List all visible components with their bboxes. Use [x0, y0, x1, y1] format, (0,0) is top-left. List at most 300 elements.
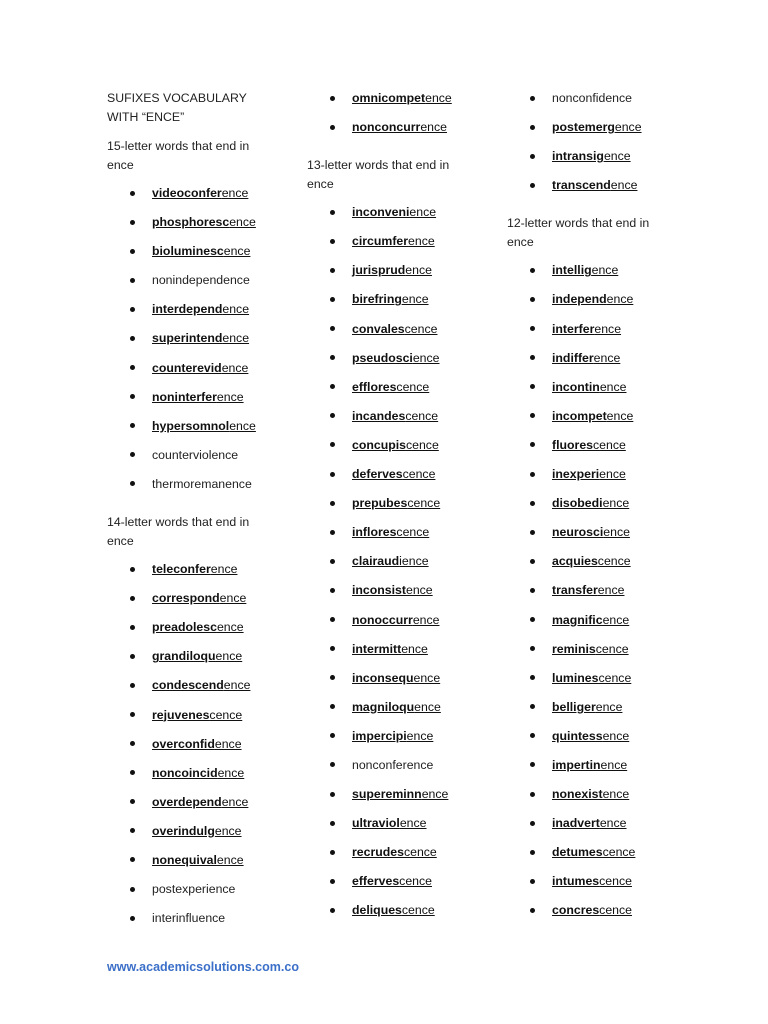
list-item — [507, 785, 677, 814]
word — [352, 409, 438, 423]
list-item — [307, 407, 477, 436]
word-stem: jurisprud — [352, 263, 406, 278]
list-item — [307, 756, 477, 785]
word-stem: overindulg — [152, 823, 215, 838]
word-suffix: cence — [599, 874, 632, 889]
word — [552, 178, 637, 192]
word-suffix: ence — [425, 91, 452, 105]
list-item — [107, 676, 277, 705]
word — [152, 620, 244, 634]
word — [352, 613, 439, 627]
word-stem: impercipi — [352, 728, 407, 743]
page-title: SUFIXES VOCABULARY WITH “ENCE” — [107, 91, 247, 124]
word — [352, 467, 435, 481]
word-stem: impertin — [552, 757, 601, 772]
word-stem: indiffer — [552, 350, 594, 365]
word-stem: omnicompet — [352, 91, 426, 105]
word-stem: preadolesc — [152, 620, 217, 635]
word-suffix: ence — [600, 757, 628, 772]
word — [552, 874, 632, 888]
word — [552, 351, 620, 365]
list-item — [507, 436, 677, 465]
word-suffix: cence — [399, 874, 432, 889]
word — [352, 120, 447, 134]
list-item — [307, 290, 477, 319]
word-stem: magnific — [552, 612, 603, 627]
word — [152, 649, 242, 663]
word-suffix: ence — [414, 699, 441, 714]
word-suffix: ence — [229, 215, 256, 230]
list-item — [107, 271, 277, 300]
word-suffix: ence — [412, 350, 440, 365]
word — [352, 322, 437, 336]
word — [552, 671, 631, 685]
word — [352, 787, 448, 801]
section-heading-12-letter: 12-letter words that end in ence — [507, 216, 650, 250]
list-item — [507, 349, 677, 378]
word-suffix: ence — [405, 583, 433, 598]
list-item — [107, 300, 277, 329]
word-suffix: ence — [221, 186, 249, 200]
word-stem: efflores — [352, 379, 397, 394]
list-item — [107, 184, 277, 213]
word-suffix: ence — [222, 302, 250, 317]
word-suffix: ence — [217, 765, 245, 780]
word — [552, 758, 627, 772]
list-item — [307, 581, 477, 610]
word-stem: supereminn — [352, 787, 422, 802]
word-suffix: cence — [599, 903, 632, 918]
section-heading-14-letter: 14-letter words that end in ence — [107, 515, 250, 549]
list-item — [507, 698, 677, 727]
word — [552, 409, 633, 423]
word-suffix: ence — [214, 823, 242, 838]
list-item — [507, 727, 677, 756]
word-stem: lumines — [552, 670, 599, 685]
word — [352, 234, 435, 248]
word — [352, 700, 441, 714]
word-stem: incandes — [352, 408, 406, 423]
word — [152, 708, 242, 722]
column-1 — [107, 89, 277, 947]
word-stem: postemerg — [552, 120, 615, 135]
word — [152, 302, 249, 316]
word-suffix: cence — [402, 467, 436, 482]
section-heading-13-letter: 13-letter words that end in ence — [307, 158, 450, 192]
word-stem: belliger — [552, 699, 596, 714]
word-list-12-letter — [507, 261, 677, 930]
list-item — [307, 523, 477, 552]
list-item — [307, 698, 477, 727]
list-item — [307, 320, 477, 349]
word-suffix: ence — [597, 583, 625, 598]
list-item — [107, 618, 277, 647]
word-list-13-letter-continued — [507, 89, 677, 205]
word — [352, 496, 440, 510]
word-suffix: ence — [606, 292, 634, 307]
list-item — [507, 611, 677, 640]
word-stem: superintend — [152, 331, 223, 346]
word — [352, 671, 440, 685]
list-item — [107, 880, 277, 909]
word-stem: deliques — [352, 903, 402, 918]
column-3 — [507, 89, 677, 940]
word — [552, 292, 633, 306]
word-suffix: ence — [221, 794, 249, 809]
word-stem: nonequival — [152, 852, 217, 867]
word-stem: noninterfer — [152, 389, 217, 404]
word-suffix: ence — [219, 591, 247, 606]
list-item — [107, 475, 277, 504]
word — [152, 419, 256, 433]
word-stem: concupis — [352, 437, 406, 452]
word-suffix: ence — [223, 678, 251, 693]
word — [352, 438, 439, 452]
word — [352, 351, 440, 365]
word-suffix: ience — [399, 554, 429, 569]
word-suffix: ence — [409, 205, 437, 220]
word-stem: quintess — [552, 728, 603, 743]
list-item — [107, 329, 277, 358]
word-stem: intransig — [552, 149, 604, 164]
word — [352, 642, 428, 656]
word-stem: concres — [552, 903, 600, 918]
word-stem: prepubes — [352, 496, 408, 511]
word-suffix: cence — [404, 321, 438, 336]
word-stem: teleconfer — [152, 562, 211, 577]
word-suffix: ence — [215, 649, 243, 664]
word-suffix: ence — [591, 263, 619, 278]
word — [552, 120, 642, 134]
word-stem: grandiloqu — [152, 649, 216, 664]
word — [352, 583, 433, 597]
word-stem: deferves — [352, 467, 403, 482]
word-suffix: ence — [606, 408, 634, 423]
word-stem: transfer — [552, 583, 598, 598]
word: thermoremanence — [152, 476, 252, 491]
word-suffix: ence — [405, 263, 432, 278]
word — [152, 331, 249, 345]
word — [152, 795, 248, 809]
word-suffix: ence — [413, 670, 441, 685]
list-item — [107, 589, 277, 618]
word — [552, 467, 626, 481]
word-stem: inexperi — [552, 467, 600, 482]
word — [552, 149, 631, 163]
word — [352, 554, 429, 568]
list-item — [107, 446, 277, 475]
list-item — [507, 872, 677, 901]
word-stem: inflores — [352, 525, 397, 540]
word-suffix: ence — [594, 321, 622, 336]
word-stem: intumes — [552, 874, 600, 889]
list-item — [107, 764, 277, 793]
word-stem: ultraviol — [352, 816, 400, 831]
word-stem: independ — [552, 292, 607, 307]
word-stem: nonexist — [552, 787, 603, 802]
list-item — [507, 176, 677, 205]
word-stem: detumes — [552, 845, 603, 860]
word-stem: rejuvenes — [152, 707, 210, 722]
list-item — [507, 640, 677, 669]
list-item — [307, 669, 477, 698]
word-stem: neurosci — [552, 525, 604, 540]
word-suffix: cence — [405, 408, 439, 423]
word — [352, 263, 432, 277]
list-item — [507, 147, 677, 176]
word-suffix: cence — [401, 903, 435, 918]
list-item — [307, 436, 477, 465]
word-suffix: cence — [403, 845, 437, 860]
word — [352, 729, 433, 743]
word-list-14-letter — [107, 560, 277, 938]
word — [552, 613, 629, 627]
footer-website-link[interactable]: www.academicsolutions.com.co — [107, 960, 299, 974]
list-item — [507, 378, 677, 407]
list-item — [107, 359, 277, 388]
word — [152, 186, 248, 200]
list-item — [107, 822, 277, 851]
word: nonconfidence — [552, 91, 632, 105]
word-stem: transcend — [552, 178, 611, 193]
word — [352, 205, 436, 219]
word-stem: noncoincid — [152, 765, 218, 780]
word-suffix: ence — [401, 292, 429, 307]
word — [152, 766, 244, 780]
word — [352, 380, 429, 394]
word — [552, 845, 635, 859]
word — [552, 700, 622, 714]
word-stem: convales — [352, 321, 405, 336]
list-item — [307, 203, 477, 232]
word — [352, 816, 427, 830]
word-suffix: ence — [216, 620, 244, 635]
word: nonconference — [352, 757, 434, 772]
word — [352, 903, 435, 917]
word-stem: phosphoresc — [152, 215, 230, 230]
word-stem: overdepend — [152, 794, 222, 809]
list-item — [307, 901, 477, 930]
column-2 — [307, 89, 477, 940]
word-stem: inconveni — [352, 205, 410, 220]
word — [152, 244, 250, 258]
list-item — [307, 118, 477, 147]
list-item — [107, 213, 277, 242]
word-stem: inconsist — [352, 583, 406, 598]
word-list-14-letter-continued — [307, 89, 477, 147]
word-stem: interdepend — [152, 302, 223, 317]
word — [552, 525, 630, 539]
word-stem: bioluminesc — [152, 244, 224, 259]
word-suffix: cence — [209, 707, 243, 722]
word — [152, 737, 242, 751]
word-suffix: ence — [593, 350, 621, 365]
word — [152, 678, 250, 692]
word — [552, 438, 626, 452]
word-suffix: ence — [603, 149, 631, 164]
word — [552, 787, 629, 801]
word-stem: fluores — [552, 437, 593, 452]
word-suffix: cence — [602, 845, 636, 860]
word-stem: nonoccurr — [352, 612, 413, 627]
word-suffix: ence — [599, 816, 627, 831]
word-suffix: ence — [229, 418, 256, 433]
list-item — [307, 232, 477, 261]
word-stem: incontin — [552, 379, 600, 394]
word-stem: circumfer — [352, 234, 409, 249]
list-item — [507, 89, 677, 118]
word — [152, 361, 248, 375]
word-suffix: ence — [420, 120, 447, 135]
word-stem: acquies — [552, 554, 598, 569]
word-stem: efferves — [352, 874, 400, 889]
list-item — [507, 118, 677, 147]
word — [552, 642, 629, 656]
list-item — [307, 611, 477, 640]
word-suffix: ence — [421, 787, 449, 802]
word — [352, 874, 432, 888]
word-suffix: ence — [221, 360, 249, 375]
word — [552, 903, 632, 917]
list-item — [307, 494, 477, 523]
word-stem: condescend — [152, 678, 224, 693]
list-item — [507, 261, 677, 290]
list-item — [507, 581, 677, 610]
list-item — [507, 494, 677, 523]
word — [552, 729, 629, 743]
word — [152, 390, 244, 404]
word — [552, 263, 618, 277]
list-item — [107, 706, 277, 735]
list-item — [107, 647, 277, 676]
list-item — [107, 851, 277, 880]
word-suffix: ence — [223, 244, 251, 259]
list-item — [507, 290, 677, 319]
section-heading-15-letter: 15-letter words that end in ence — [107, 139, 250, 172]
word-suffix: ence — [399, 816, 427, 831]
word-suffix: ence — [401, 641, 428, 656]
word-suffix: ence — [602, 612, 630, 627]
word-list-13-letter — [307, 203, 477, 930]
word-stem: videoconfer — [152, 186, 222, 200]
word-stem: nonconcurr — [352, 120, 421, 135]
list-item — [307, 378, 477, 407]
word-suffix: cence — [396, 379, 430, 394]
list-item — [507, 756, 677, 785]
list-item — [307, 872, 477, 901]
word — [552, 816, 627, 830]
word — [352, 525, 429, 539]
list-item — [107, 242, 277, 271]
word-list-15-letter — [107, 184, 277, 504]
word — [552, 322, 621, 336]
list-item — [307, 89, 477, 118]
list-item — [107, 909, 277, 938]
word — [152, 824, 242, 838]
word-suffix: ence — [599, 467, 626, 482]
list-item — [107, 735, 277, 764]
word-stem: correspond — [152, 591, 220, 606]
word — [352, 91, 452, 105]
list-item — [507, 901, 677, 930]
word-suffix: ence — [602, 496, 630, 511]
word-suffix: ence — [599, 379, 627, 394]
word — [552, 554, 631, 568]
list-item — [307, 552, 477, 581]
word-suffix: cence — [407, 496, 441, 511]
word-stem: reminis — [552, 641, 596, 656]
list-item — [507, 407, 677, 436]
list-item — [507, 552, 677, 581]
list-item — [507, 465, 677, 494]
list-item — [307, 349, 477, 378]
word-stem: inconsequ — [352, 670, 414, 685]
list-item — [307, 785, 477, 814]
word-stem: magniloqu — [352, 699, 415, 714]
word — [552, 583, 624, 597]
word-stem: incompet — [552, 408, 607, 423]
list-item — [507, 320, 677, 349]
list-item — [107, 417, 277, 446]
word-suffix: ence — [214, 736, 242, 751]
word — [152, 853, 244, 867]
list-item — [507, 669, 677, 698]
word — [152, 215, 256, 229]
list-item — [107, 560, 277, 589]
list-item — [107, 793, 277, 822]
word: postexperience — [152, 882, 236, 897]
word: counterviolence — [152, 447, 239, 462]
word-suffix: cence — [396, 525, 430, 540]
word-stem: intermitt — [352, 641, 402, 656]
word — [152, 562, 237, 576]
word-suffix: cence — [597, 554, 631, 569]
word-stem: pseudosci — [352, 350, 413, 365]
word — [352, 845, 437, 859]
word-stem: disobedi — [552, 496, 603, 511]
word-stem: counterevid — [152, 360, 222, 375]
word-stem: intellig — [552, 263, 592, 278]
word-stem: inadvert — [552, 816, 600, 831]
word-suffix: ence — [222, 331, 250, 346]
word-suffix: ence — [406, 728, 434, 743]
word — [552, 496, 629, 510]
word-suffix: ence — [614, 120, 642, 135]
word-suffix: ence — [602, 787, 630, 802]
word-stem: interfer — [552, 321, 595, 336]
word-suffix: ence — [408, 234, 435, 249]
word — [552, 380, 627, 394]
word-suffix: cence — [598, 670, 632, 685]
list-item — [507, 814, 677, 843]
word-suffix: cence — [405, 437, 439, 452]
word-suffix: ence — [210, 562, 238, 577]
word-stem: overconfid — [152, 736, 215, 751]
list-item — [507, 523, 677, 552]
word — [352, 292, 429, 306]
word-stem: clairaud — [352, 554, 400, 569]
list-item — [307, 640, 477, 669]
word-suffix: cence — [595, 641, 629, 656]
word-stem: recrudes — [352, 845, 404, 860]
word — [152, 591, 246, 605]
list-item — [307, 814, 477, 843]
list-item — [507, 843, 677, 872]
list-item — [307, 727, 477, 756]
word-stem: birefring — [352, 292, 402, 307]
word-suffix: ence — [412, 612, 440, 627]
word: nonindependence — [152, 273, 250, 288]
